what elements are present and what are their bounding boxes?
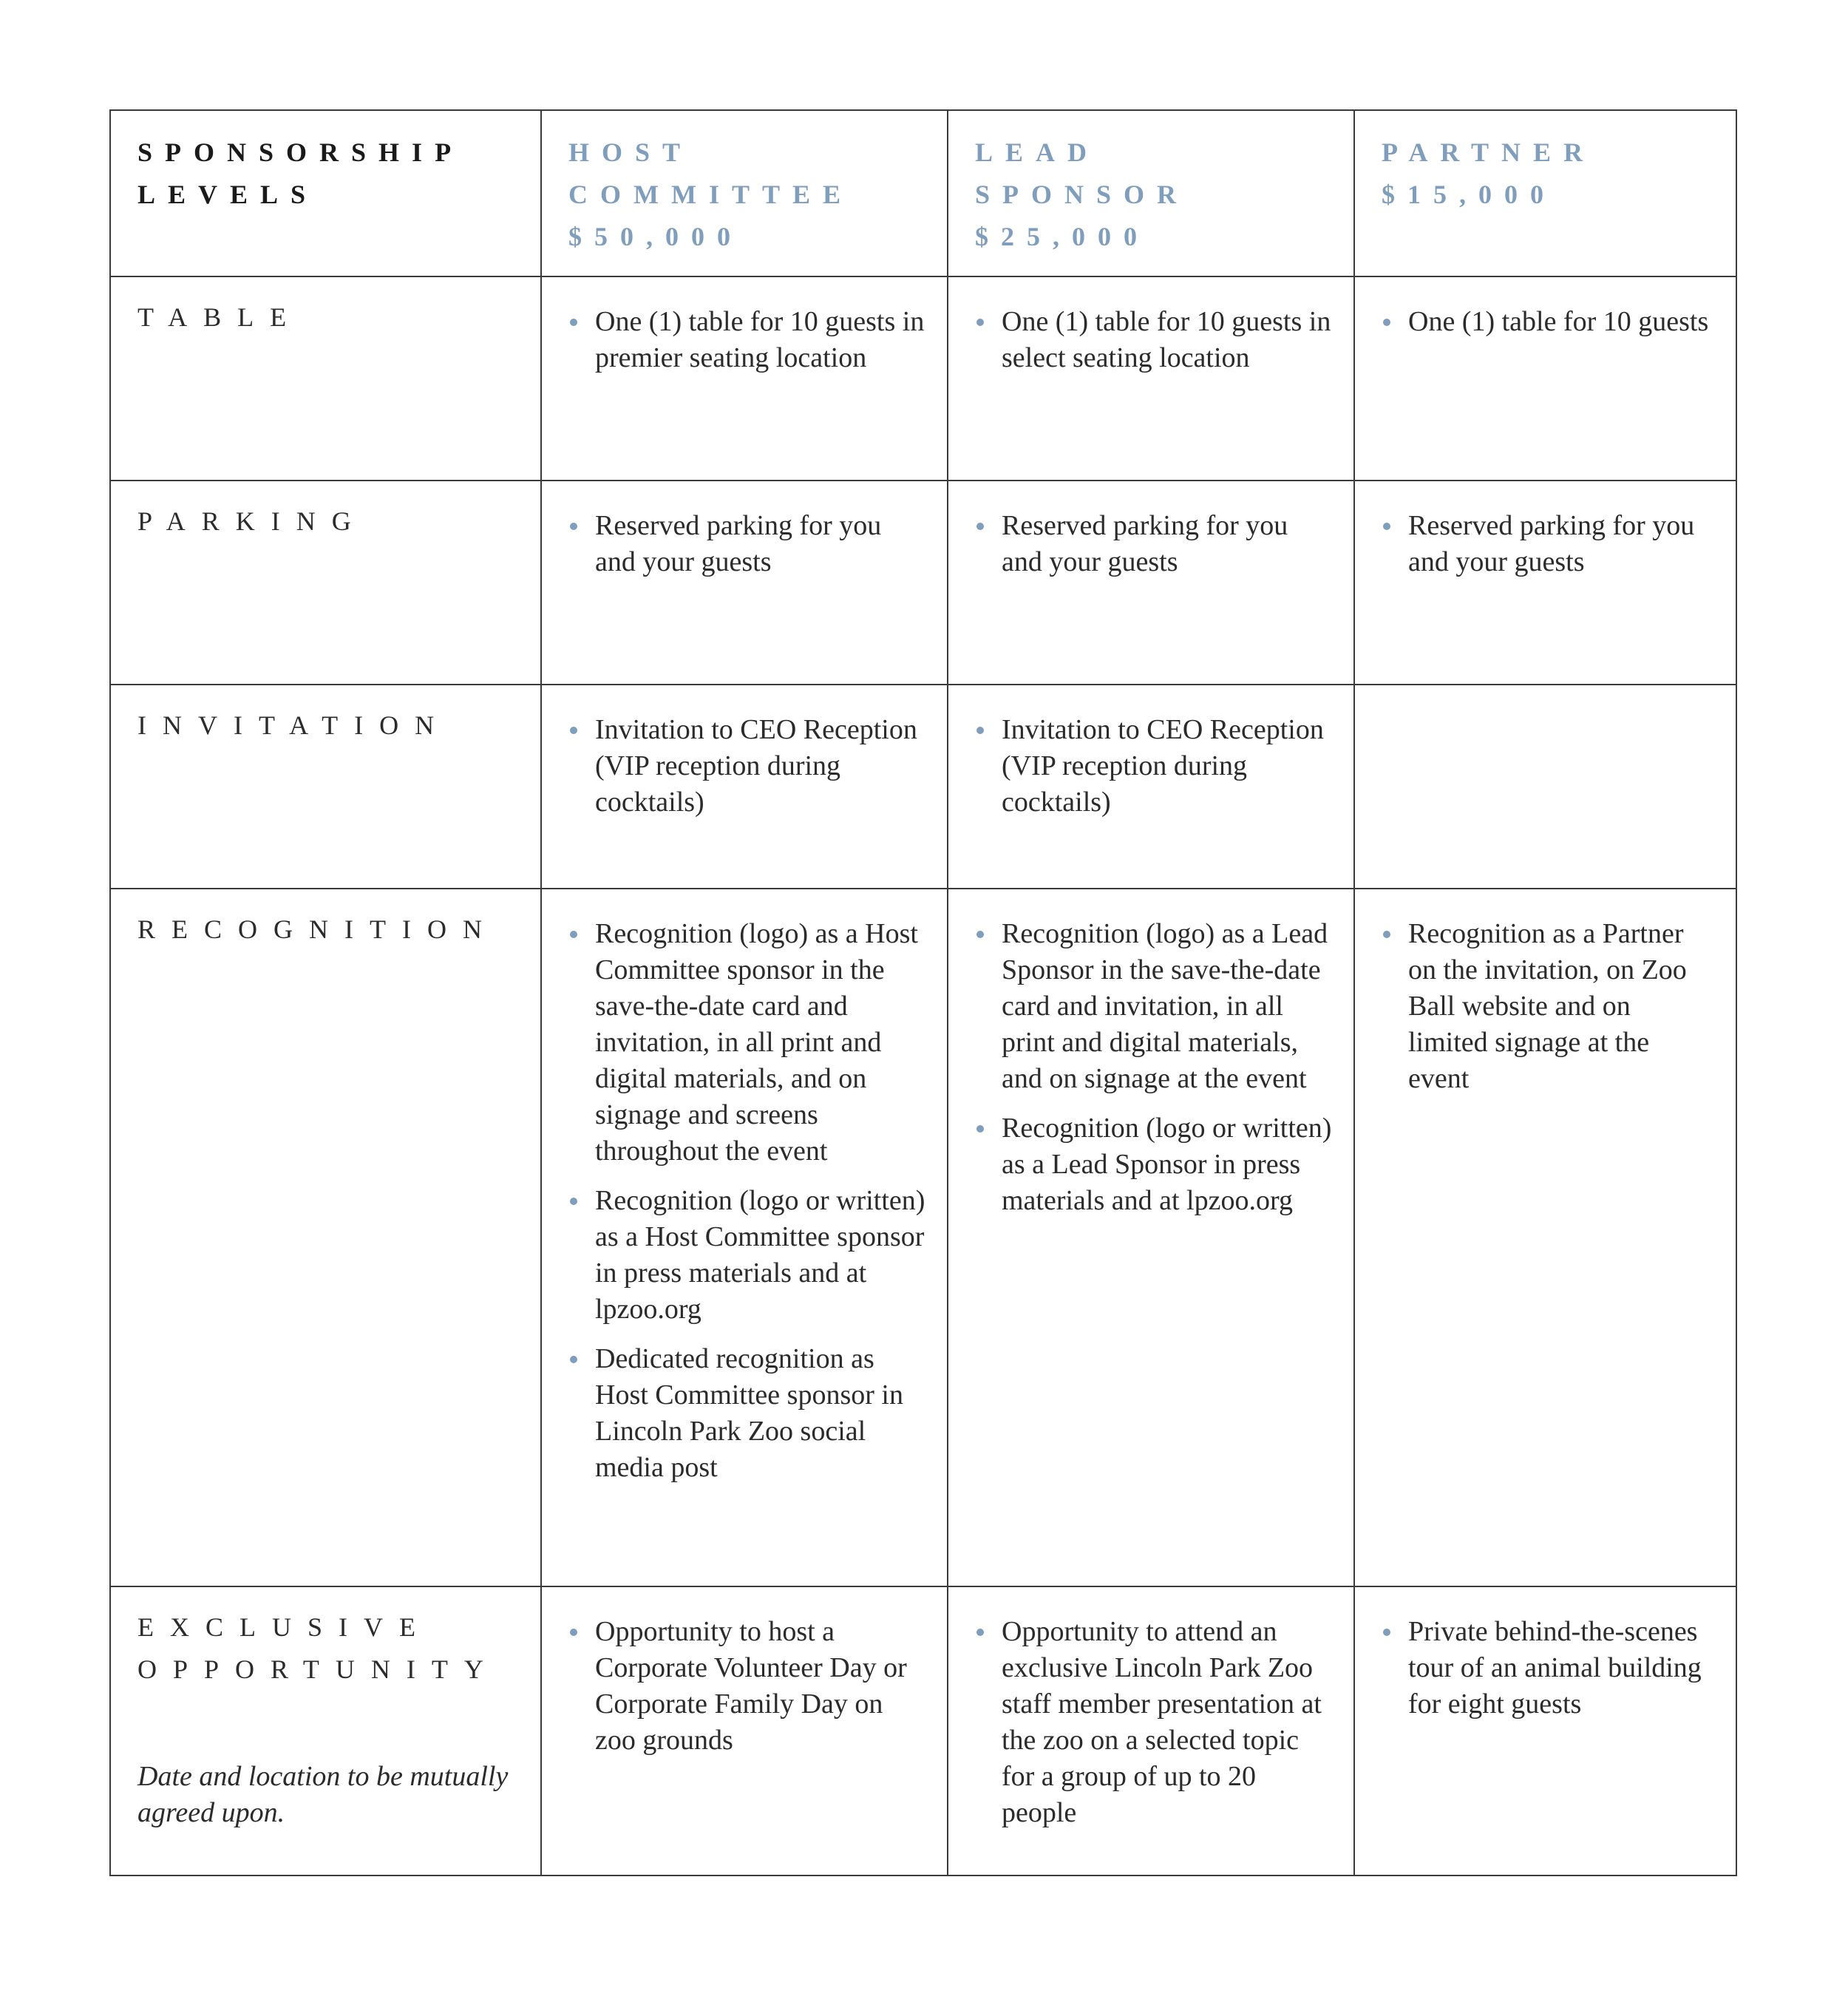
level-price-host-committee: $50,000 — [568, 222, 743, 251]
benefit-item — [568, 1614, 926, 1759]
bullet-dot-icon — [976, 931, 984, 938]
level-title-host-committee: HOST COMMITTEE $50,000 — [568, 132, 926, 258]
benefit-item — [975, 1614, 1333, 1831]
benefit-text: Reserved parking for you and your guests — [1408, 510, 1695, 577]
benefit-item — [1382, 508, 1715, 580]
level-price-lead-sponsor: $25,000 — [975, 222, 1149, 251]
benefit-cell-lead — [948, 481, 1354, 685]
benefit-text: Invitation to CEO Reception (VIP reception during cocktails) — [595, 714, 917, 818]
row-label-cell — [110, 276, 541, 481]
bullet-dot-icon — [570, 727, 577, 734]
bullet-dot-icon — [976, 523, 984, 530]
benefit-cell-partner — [1354, 1586, 1736, 1875]
benefit-text: Private behind-the-scenes tour of an animal building for eight guests — [1408, 1616, 1702, 1720]
row-label-cell — [110, 481, 541, 685]
benefit-item — [975, 1110, 1333, 1219]
benefit-item — [1382, 1614, 1715, 1722]
benefit-cell-host — [541, 481, 948, 685]
bullet-dot-icon — [1383, 931, 1390, 938]
row-recognition — [110, 889, 1736, 1586]
benefit-text: One (1) table for 10 guests — [1408, 306, 1709, 337]
benefit-cell-lead — [948, 889, 1354, 1586]
bullet-dot-icon — [570, 523, 577, 530]
benefit-cell-host — [541, 276, 948, 481]
benefit-cell-lead — [948, 1586, 1354, 1875]
benefit-text: Recognition (logo) as a Host Committee sponsor in the save-the-date card and invitation, in all print and digital materials, and on signage and screens throughout the event — [595, 918, 918, 1167]
benefit-item — [1382, 916, 1715, 1097]
level-title-lead-sponsor: LEAD SPONSOR $25,000 — [975, 132, 1333, 258]
benefit-item — [568, 1341, 926, 1486]
header-partner — [1354, 110, 1736, 276]
benefit-item — [975, 916, 1333, 1097]
bullet-dot-icon — [976, 1125, 984, 1133]
bullet-dot-icon — [570, 1629, 577, 1636]
bullet-dot-icon — [1383, 319, 1390, 326]
header-lead-sponsor — [948, 110, 1354, 276]
row-label-cell — [110, 685, 541, 889]
row-label-table: TABLE — [137, 302, 303, 332]
benefit-cell-host — [541, 889, 948, 1586]
benefit-text: Recognition (logo) as a Lead Sponsor in the save-the-date card and invitation, in all print and digital materials, and on signage at the event — [1002, 918, 1328, 1094]
benefit-item — [1382, 304, 1715, 340]
header-host-committee — [541, 110, 948, 276]
row-table — [110, 276, 1736, 481]
bullet-dot-icon — [1383, 523, 1390, 530]
benefit-item — [568, 508, 926, 580]
level-title-partner: PARTNER $15,000 — [1382, 132, 1715, 216]
benefit-cell-host — [541, 685, 948, 889]
benefit-cell-partner — [1354, 685, 1736, 889]
bullet-dot-icon — [1383, 1629, 1390, 1636]
header-title-cell — [110, 110, 541, 276]
bullet-dot-icon — [570, 319, 577, 326]
benefit-cell-lead — [948, 276, 1354, 481]
benefit-text: Recognition as a Partner on the invitation, on Zoo Ball website and on limited signage at the event — [1408, 918, 1687, 1094]
benefit-text: One (1) table for 10 guests in select seating location — [1002, 306, 1331, 373]
benefit-cell-partner — [1354, 276, 1736, 481]
benefit-cell-lead — [948, 685, 1354, 889]
benefit-item — [568, 712, 926, 821]
benefit-item — [975, 304, 1333, 376]
level-price-partner: $15,000 — [1382, 180, 1556, 209]
row-invitation — [110, 685, 1736, 889]
header-row — [110, 110, 1736, 276]
benefit-item — [568, 1183, 926, 1328]
bullet-dot-icon — [976, 727, 984, 734]
sponsorship-table — [109, 109, 1737, 1876]
benefit-item — [975, 508, 1333, 580]
benefit-text: Dedicated recognition as Host Committee sponsor in Lincoln Park Zoo social media post — [595, 1343, 903, 1483]
benefit-text: Opportunity to attend an exclusive Lincoln Park Zoo staff member presentation at the zoo on a selected topic for a group of up to 20 people — [1002, 1616, 1322, 1828]
benefit-cell-host — [541, 1586, 948, 1875]
benefit-item — [568, 916, 926, 1170]
benefit-text: Reserved parking for you and your guests — [1002, 510, 1288, 577]
benefit-cell-partner — [1354, 481, 1736, 685]
row-label-cell — [110, 1586, 541, 1875]
bullet-dot-icon — [976, 319, 984, 326]
sponsorship-levels-sheet — [109, 109, 1736, 1869]
row-exclusive-opportunity — [110, 1586, 1736, 1875]
exclusive-opportunity-note: Date and location to be mutually agreed upon. — [137, 1761, 509, 1828]
sponsorship-levels-title: SPONSORSHIP LEVELS — [137, 138, 464, 209]
bullet-dot-icon — [570, 1356, 577, 1363]
bullet-dot-icon — [976, 1629, 984, 1636]
row-label-cell — [110, 889, 541, 1586]
bullet-dot-icon — [570, 1198, 577, 1205]
benefit-text: Reserved parking for you and your guests — [595, 510, 882, 577]
benefit-text: Invitation to CEO Reception (VIP reception during cocktails) — [1002, 714, 1324, 818]
benefit-item — [975, 712, 1333, 821]
benefit-text: One (1) table for 10 guests in premier seating location — [595, 306, 925, 373]
benefit-text: Recognition (logo or written) as a Host Committee sponsor in press materials and at lpzoo.org — [595, 1185, 925, 1325]
row-label-recognition: RECOGNITION — [137, 914, 498, 944]
benefit-item — [568, 304, 926, 376]
row-label-exclusive-opportunity: EXCLUSIVE OPPORTUNITY — [137, 1612, 500, 1684]
benefit-text: Opportunity to host a Corporate Volunteer Day or Corporate Family Day on zoo grounds — [595, 1616, 907, 1756]
row-parking — [110, 481, 1736, 685]
row-label-parking: PARKING — [137, 506, 367, 536]
benefit-text: Recognition (logo or written) as a Lead Sponsor in press materials and at lpzoo.org — [1002, 1113, 1332, 1216]
row-label-invitation: INVITATION — [137, 710, 451, 740]
benefit-cell-partner — [1354, 889, 1736, 1586]
bullet-dot-icon — [570, 931, 577, 938]
